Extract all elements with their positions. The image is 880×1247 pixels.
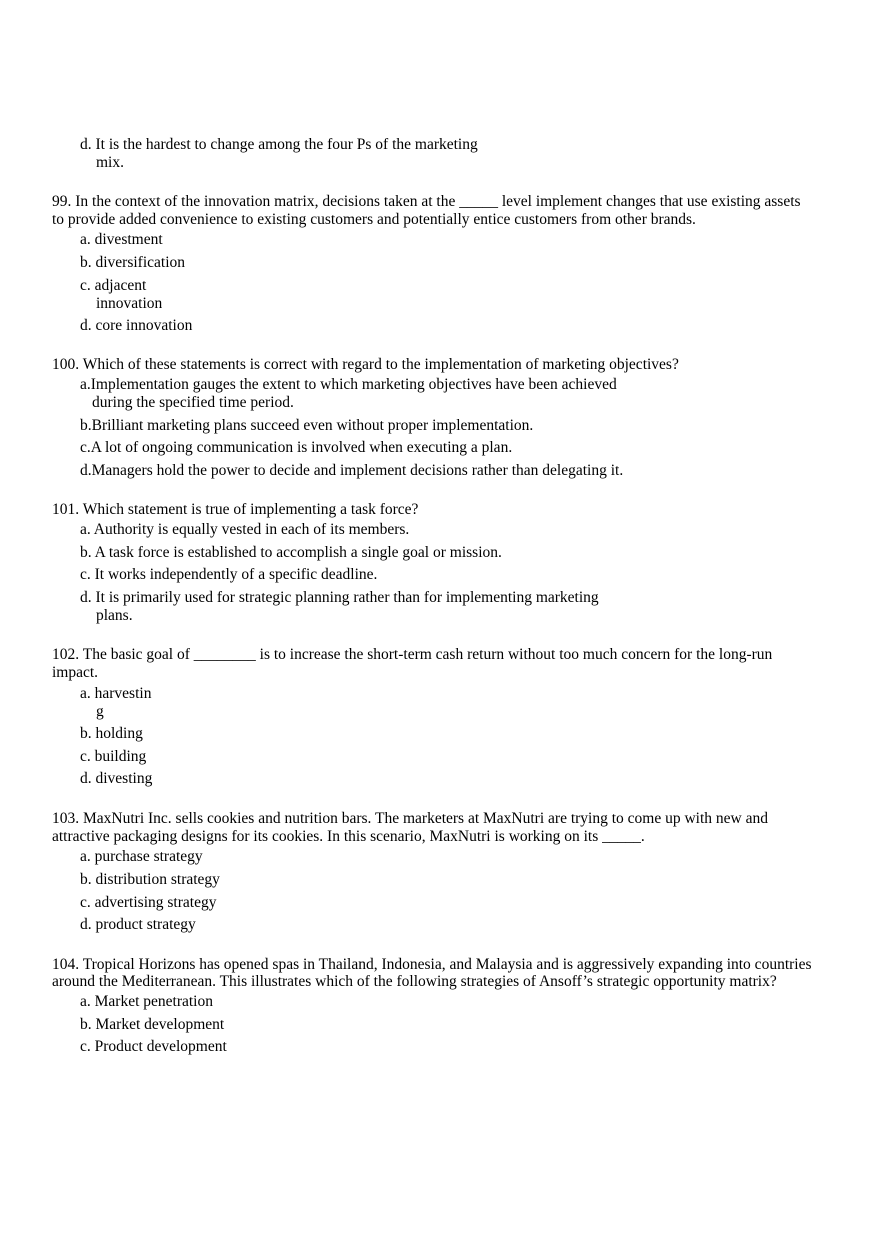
- question-99-option-c-continued: innovation: [96, 295, 163, 312]
- question-104-stem: 104. Tropical Horizons has opened spas in Thailand, Indonesia, and Malaysia and is aggressively expanding into countries: [52, 956, 812, 973]
- question-103-stem-continued: attractive packaging designs for its cookies. In this scenario, MaxNutri is working on its _____.: [52, 828, 645, 845]
- question-99-option-b: b. diversification: [80, 254, 186, 271]
- question-101-option-d: d. It is primarily used for strategic planning rather than for implementing marketing: [80, 589, 599, 606]
- question-102-stem: 102. The basic goal of ________ is to increase the short-term cash return without too much concern for the long-run: [52, 646, 773, 663]
- question-102-option-a-continued: g: [96, 703, 104, 720]
- question-103-option-a: a. purchase strategy: [80, 848, 203, 865]
- question-100-stem: 100. Which of these statements is correct with regard to the implementation of marketing objectives?: [52, 356, 679, 373]
- question-100-option-c: c.A lot of ongoing communication is involved when executing a plan.: [80, 439, 513, 456]
- question-103-option-d: d. product strategy: [80, 916, 196, 933]
- question-104-option-c: c. Product development: [80, 1038, 227, 1055]
- question-99-option-d: d. core innovation: [80, 317, 193, 334]
- question-102-option-b: b. holding: [80, 725, 143, 742]
- question-100-option-a-continued: during the specified time period.: [92, 394, 294, 411]
- question-104-stem-continued: around the Mediterranean. This illustrates which of the following strategies of Ansoff’s strategic opportunity matrix?: [52, 973, 777, 990]
- prev-option-d-continued: mix.: [96, 154, 124, 171]
- question-99-stem-continued: to provide added convenience to existing customers and potentially entice customers from other brands.: [52, 211, 696, 228]
- question-100-option-b: b.Brilliant marketing plans succeed even without proper implementation.: [80, 417, 534, 434]
- question-104-option-b: b. Market development: [80, 1016, 225, 1033]
- question-101-stem: 101. Which statement is true of implementing a task force?: [52, 501, 419, 518]
- question-102-stem-continued: impact.: [52, 664, 99, 681]
- question-100-option-d: d.Managers hold the power to decide and implement decisions rather than delegating it.: [80, 462, 624, 479]
- question-99-option-a: a. divestment: [80, 231, 163, 248]
- question-103-option-b: b. distribution strategy: [80, 871, 220, 888]
- question-103-option-c: c. advertising strategy: [80, 894, 217, 911]
- prev-option-d: d. It is the hardest to change among the four Ps of the marketing: [80, 136, 478, 153]
- question-102-option-a: a. harvestin: [80, 685, 152, 702]
- question-102-option-c: c. building: [80, 748, 147, 765]
- question-101-option-c: c. It works independently of a specific deadline.: [80, 566, 378, 583]
- question-99-stem: 99. In the context of the innovation matrix, decisions taken at the _____ level implement changes that use existing assets: [52, 193, 801, 210]
- question-102-option-d: d. divesting: [80, 770, 153, 787]
- question-101-option-a: a. Authority is equally vested in each of its members.: [80, 521, 410, 538]
- question-101-option-d-continued: plans.: [96, 607, 133, 624]
- question-104-option-a: a. Market penetration: [80, 993, 213, 1010]
- question-100-option-a: a.Implementation gauges the extent to which marketing objectives have been achieved: [80, 376, 617, 393]
- question-99-option-c: c. adjacent: [80, 277, 147, 294]
- question-103-stem: 103. MaxNutri Inc. sells cookies and nutrition bars. The marketers at MaxNutri are trying to come up with new and: [52, 810, 768, 827]
- question-101-option-b: b. A task force is established to accomplish a single goal or mission.: [80, 544, 502, 561]
